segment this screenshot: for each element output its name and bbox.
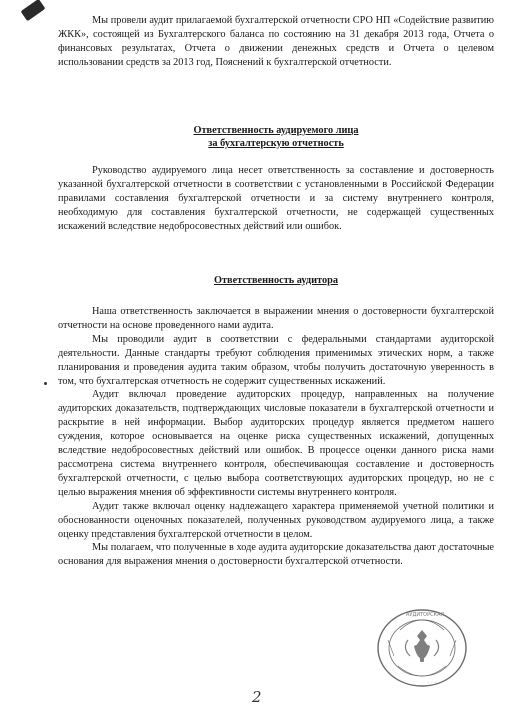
section1-body (58, 164, 494, 234)
section2-paragraph: Мы полагаем, что полученные в ходе аудита аудиторские доказательства дают достаточные основания для выражения мнения о достоверности бухгалтерской отчетности. (58, 542, 494, 568)
intro-block (58, 14, 494, 70)
section1-paragraph: Руководство аудируемого лица несет ответственность за составление и достоверность указанной бухгалтерской отчетности в соответствии с установленными в Российской Федерации правилами составления бухгалтерской отчетности и за систему внутреннего контроля, необходимую для составления бухгалтерской отчетности, не содержащей существенных искажений вследствие недобросовестных действий или ошибок. (58, 165, 494, 232)
section1-heading (58, 124, 494, 150)
auditor-seal-stamp (370, 600, 470, 690)
intro-paragraph: Мы провели аудит прилагаемой бухгалтерской отчетности СРО НП «Содействие развитию ЖКК», состоящей из Бухгалтерского баланса по состоянию на 31 декабря 2013 года, Отчета о финансовых результатах, Отчета о движении денежных средств и Отчета о целевом использовании средств за 2013 год, Пояснений к бухгалтерской отчетности. (58, 15, 494, 68)
svg-text:· · ·: · · · (428, 680, 436, 686)
section2-paragraph: Аудит включал проведение аудиторских процедур, направленных на получение аудиторских доказательств, подтверждающих числовые показатели в бухгалтерской отчетности и раскрытие в ней информации. Выбор аудиторских процедур является предметом нашего суждения, которое основывается на оценке риска существенных искажений, допущенных вследствие недобросовестных действий или ошибок. В процессе оценки данного риска нами рассмотрена система внутреннего контроля, обеспечивающая составление и достоверность бухгалтерской отчетности, с целью выбора соответствующих аудиторских процедур, но не с целью выражения мнения об эффективности системы внутреннего контроля. (58, 389, 494, 498)
section2-paragraph: Мы проводили аудит в соответствии с федеральными стандартами аудиторской деятельности. Данные стандарты требуют соблюдения применимых этических норм, а также планирования и проведения аудита таким образом, чтобы получить достаточную уверенность в том, что бухгалтерская отчетность не содержит существенных искажений. (58, 333, 494, 387)
section2-body (58, 305, 494, 569)
section2-paragraph: Наша ответственность заключается в выражении мнения о достоверности бухгалтерской отчетности на основе проведенного нами аудита. (58, 306, 494, 331)
page-number: 2 (252, 688, 262, 706)
section1-heading-line1: Ответственность аудируемого лица (193, 125, 359, 136)
section2-heading: Ответственность аудитора (213, 275, 338, 286)
section2-paragraph: Аудит также включал оценку надлежащего характера применяемой учетной политики и обоснованности оценочных показателей, полученных руководством аудируемого лица, а также оценку представления бухгалтерской отчетности в целом. (58, 500, 494, 540)
scan-dot (44, 382, 47, 385)
section1-heading-line2: за бухгалтерскую отчетность (208, 138, 344, 149)
svg-text:АУДИТОРСКАЯ: АУДИТОРСКАЯ (406, 612, 445, 618)
scan-mark (21, 0, 46, 21)
